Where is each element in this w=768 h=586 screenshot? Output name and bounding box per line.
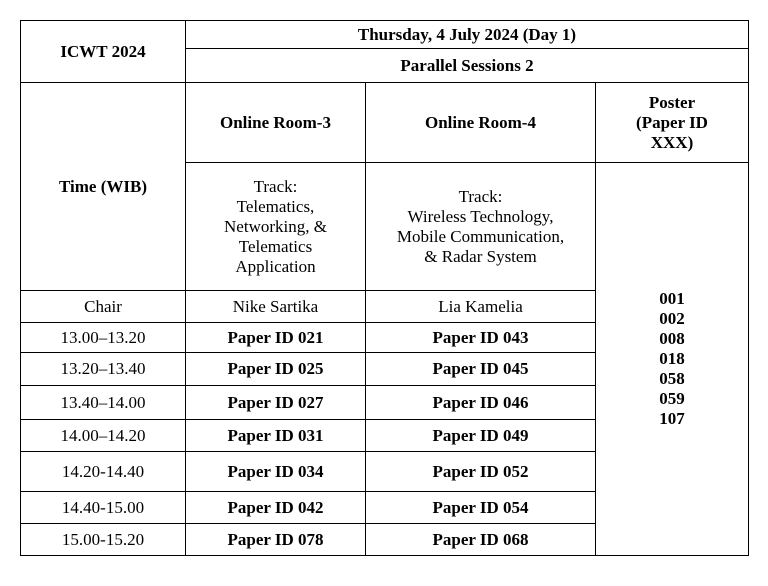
poster-id: 059: [659, 389, 685, 408]
chair-label: Chair: [21, 291, 186, 323]
session-time: 13.00–13.20: [21, 323, 186, 353]
poster-header: [596, 83, 749, 163]
day-title: Thursday, 4 July 2024 (Day 1): [186, 21, 749, 49]
room4-paper: Paper ID 068: [366, 524, 596, 556]
header-row-rooms: [21, 83, 749, 163]
track-line: Track:: [458, 186, 503, 206]
poster-id-list: [596, 163, 749, 556]
room4-paper: Paper ID 052: [366, 452, 596, 492]
poster-id: 001: [659, 289, 685, 308]
session-time: 14.40-15.00: [21, 492, 186, 524]
schedule-table: [20, 20, 749, 556]
session-time: 13.40–14.00: [21, 386, 186, 420]
poster-header-line: (Paper ID: [636, 112, 708, 132]
poster-id: 058: [659, 369, 685, 388]
room3-header: Online Room-3: [186, 83, 366, 163]
track-line: Telematics: [238, 236, 313, 256]
room4-paper: Paper ID 045: [366, 353, 596, 386]
track-line: & Radar System: [424, 246, 537, 266]
poster-id: 008: [659, 329, 685, 348]
track-line: Networking, &: [224, 216, 327, 236]
poster-id: 002: [659, 309, 685, 328]
room4-paper: Paper ID 054: [366, 492, 596, 524]
session-time: 13.20–13.40: [21, 353, 186, 386]
track-line: Track:: [253, 176, 298, 196]
poster-id: 018: [659, 349, 685, 368]
room3-paper: Paper ID 042: [186, 492, 366, 524]
track-line: Telematics,: [236, 196, 315, 216]
room3-paper: Paper ID 021: [186, 323, 366, 353]
session-time: 14.20-14.40: [21, 452, 186, 492]
session-time: 14.00–14.20: [21, 420, 186, 452]
time-header: Time (WIB): [21, 83, 186, 291]
room3-paper: Paper ID 034: [186, 452, 366, 492]
session-title: Parallel Sessions 2: [186, 49, 749, 83]
event-title: ICWT 2024: [21, 21, 186, 83]
track-line: Application: [235, 256, 316, 276]
track-line: Mobile Communication,: [396, 226, 565, 246]
room3-paper: Paper ID 025: [186, 353, 366, 386]
session-time: 15.00-15.20: [21, 524, 186, 556]
header-row-day: [21, 21, 749, 49]
poster-id: 107: [659, 409, 685, 428]
poster-header-line: Poster: [648, 92, 696, 112]
room3-paper: Paper ID 031: [186, 420, 366, 452]
room4-chair: Lia Kamelia: [366, 291, 596, 323]
poster-header-line: XXX): [650, 132, 694, 152]
room3-chair: Nike Sartika: [186, 291, 366, 323]
room3-paper: Paper ID 027: [186, 386, 366, 420]
room4-paper: Paper ID 049: [366, 420, 596, 452]
room4-track: [366, 163, 596, 291]
room4-paper: Paper ID 046: [366, 386, 596, 420]
room4-paper: Paper ID 043: [366, 323, 596, 353]
track-line: Wireless Technology,: [407, 206, 554, 226]
room3-track: [186, 163, 366, 291]
room3-paper: Paper ID 078: [186, 524, 366, 556]
room4-header: Online Room-4: [366, 83, 596, 163]
